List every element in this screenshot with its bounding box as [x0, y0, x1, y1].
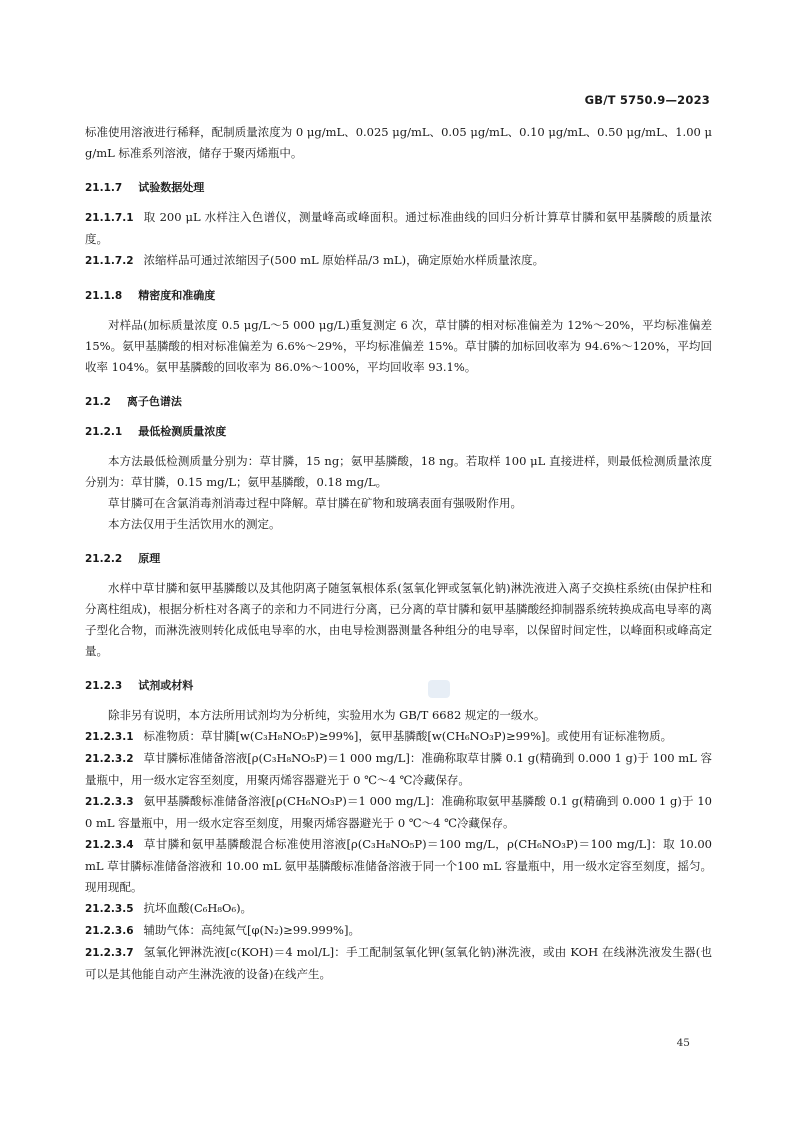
clause-number: 21.1.8: [85, 290, 123, 302]
clause-text: 氨甲基膦酸标准储备溶液[ρ(CH₆NO₃P)＝1 000 mg/L]：准确称取氨甲基膦酸 0.1 g(精确到 0.000 1 g)于 100 mL 容量瓶中，用一级水定容至刻度，用聚丙烯容器避光于 0 ℃～4 ℃冷藏保存。: [85, 794, 712, 830]
clause-number: 21.1.7.1: [85, 212, 134, 224]
paragraph: [85, 315, 712, 378]
clause-text: 草甘膦标准储备溶液[ρ(C₃H₈NO₅P)＝1 000 mg/L]：准确称取草甘膦 0.1 g(精确到 0.000 1 g)于 100 mL 容量瓶中，用一级水定容至刻度，用聚丙烯容器避光于 0 ℃～4 ℃冷藏保存。: [85, 751, 712, 787]
numbered-clause: [85, 791, 712, 834]
clause-text: 取 200 μL 水样注入色谱仪，测量峰高或峰面积。通过标准曲线的回归分析计算草甘膦和氨甲基膦酸的质量浓度。: [85, 210, 712, 246]
clause-number: 21.1.7.2: [85, 255, 134, 267]
section-heading: [85, 421, 712, 443]
clause-number: 21.2.3.5: [85, 903, 134, 915]
section-heading: [85, 548, 712, 570]
paragraph: [85, 578, 712, 662]
paragraph: [85, 122, 712, 164]
document-body: [85, 122, 712, 985]
clause-text: 浓缩样品可通过浓缩因子(500 mL 原始样品/3 mL)，确定原始水样质量浓度。: [143, 253, 545, 267]
section-heading: [85, 285, 712, 307]
numbered-clause: [85, 920, 712, 942]
section-heading: [85, 391, 712, 413]
paragraph: [85, 493, 712, 514]
clause-number: 21.2.3.6: [85, 925, 134, 937]
clause-text: 除非另有说明，本方法所用试剂均为分析纯，实验用水为 GB/T 6682 规定的一级水。: [108, 708, 546, 722]
clause-number: 21.2.3: [85, 680, 123, 692]
clause-number: 21.2.1: [85, 426, 123, 438]
clause-text: 氢氧化钾淋洗液[c(KOH)＝4 mol/L]：手工配制氢氧化钾(氢氧化钠)淋洗液，或由 KOH 在线淋洗液发生器(也可以是其他能自动产生淋洗液的设备)在线产生。: [85, 945, 712, 981]
numbered-clause: [85, 207, 712, 250]
clause-number: 21.2.3.7: [85, 947, 134, 959]
clause-text: 水样中草甘膦和氨甲基膦酸以及其他阴离子随氢氧根体系(氢氧化钾或氢氧化钠)淋洗液进入离子交换柱系统(由保护柱和分离柱组成)，根据分析柱对各离子的亲和力不同进行分离，已分离的草甘膦和氨甲基膦酸经抑制器系统转换成高电导率的离子型化合物，而淋洗液则转化成低电导率的水，由电导检测器测量各种组分的电导率，以保留时间定性，以峰面积或峰高定量。: [85, 581, 712, 658]
clause-number: 21.2.3.4: [85, 839, 134, 851]
standard-code: GB/T 5750.9—2023: [584, 93, 710, 107]
numbered-clause: [85, 250, 712, 272]
numbered-clause: [85, 942, 712, 985]
clause-text: 对样品(加标质量浓度 0.5 μg/L～5 000 μg/L)重复测定 6 次，草甘膦的相对标准偏差为 12%～20%，平均标准偏差 15%。氨甲基膦酸的相对标准偏差为 6.6%～29%，平均标准偏差 15%。草甘膦的加标回收率为 94.6%～120%，平均回收率 104%。氨甲基膦酸的回收率为 86.0%～100%，平均回收率 93.1%。: [85, 318, 712, 374]
numbered-clause: [85, 834, 712, 898]
clause-text: 本方法最低检测质量分别为：草甘膦，15 ng；氨甲基膦酸，18 ng。若取样 100 μL 直接进样，则最低检测质量浓度分别为：草甘膦，0.15 mg/L；氨甲基膦酸，0.18 mg/L。: [85, 454, 712, 489]
clause-text: 辅助气体：高纯氮气[φ(N₂)≥99.999%]。: [143, 923, 360, 937]
clause-number: 21.2.2: [85, 553, 123, 565]
heading-text: 原理: [138, 552, 161, 565]
heading-text: 试验数据处理: [138, 181, 205, 194]
section-heading: [85, 177, 712, 199]
section-heading: [85, 675, 712, 697]
clause-text: 标准物质：草甘膦[w(C₃H₈NO₅P)≥99%]，氨甲基膦酸[w(CH₆NO₃P)≥99%]。或使用有证标准物质。: [143, 729, 673, 743]
clause-text: 本方法仅用于生活饮用水的测定。: [108, 517, 281, 531]
clause-number: 21.2: [85, 396, 111, 408]
heading-text: 精密度和准确度: [138, 289, 216, 302]
numbered-clause: [85, 898, 712, 920]
clause-text: 草甘膦和氨甲基膦酸混合标准使用溶液[ρ(C₃H₈NO₅P)＝100 mg/L，ρ(CH₆NO₃P)＝100 mg/L]：取 10.00 mL 草甘膦标准储备溶液和 10.00 mL 氨甲基膦酸标准储备溶液于同一个100 mL 容量瓶中，用一级水定容至刻度，摇匀。现用现配。: [85, 837, 712, 894]
numbered-clause: [85, 748, 712, 791]
clause-text: 标准使用溶液进行稀释，配制质量浓度为 0 μg/mL、0.025 μg/mL、0.05 μg/mL、0.10 μg/mL、0.50 μg/mL、1.00 μg/mL 标准系列溶液，储存于聚丙烯瓶中。: [85, 125, 712, 160]
heading-text: 离子色谱法: [126, 395, 182, 408]
heading-text: 试剂或材料: [138, 679, 194, 692]
page-number: 45: [676, 1037, 690, 1049]
clause-text: 抗坏血酸(C₆H₈O₆)。: [143, 901, 253, 915]
clause-number: 21.2.3.1: [85, 731, 134, 743]
clause-number: 21.2.3.2: [85, 753, 134, 765]
heading-text: 最低检测质量浓度: [138, 425, 227, 438]
paragraph: [85, 705, 712, 726]
clause-number: 21.2.3.3: [85, 796, 134, 808]
numbered-clause: [85, 726, 712, 748]
clause-number: 21.1.7: [85, 182, 123, 194]
paragraph: [85, 514, 712, 535]
clause-text: 草甘膦可在含氯消毒剂消毒过程中降解。草甘膦在矿物和玻璃表面有强吸附作用。: [108, 496, 522, 510]
paragraph: [85, 451, 712, 493]
